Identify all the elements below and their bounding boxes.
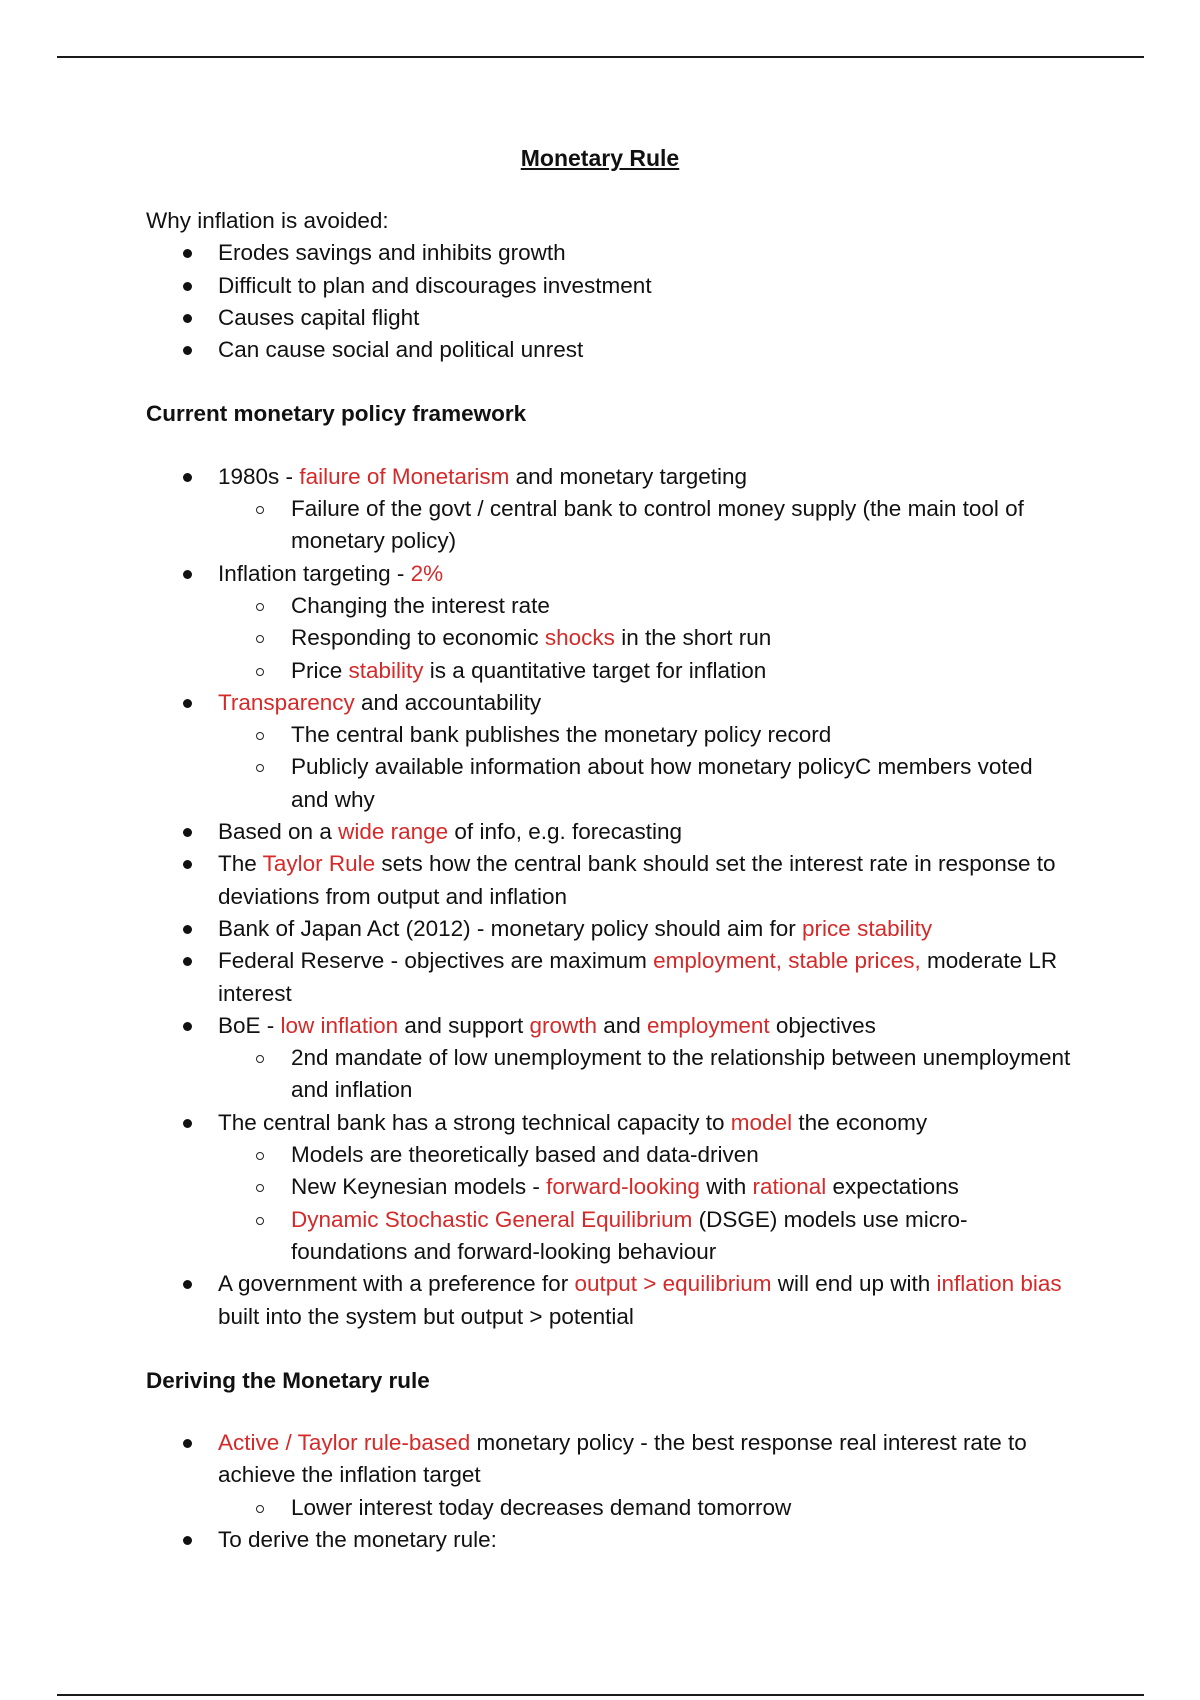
bullet-icon [183,1022,192,1031]
sub-list-item: New Keynesian models - forward-looking with rational expectations [146,1171,1076,1203]
list-item: Bank of Japan Act (2012) - monetary policy should aim for price stability [146,913,1076,945]
list-item: BoE - low inflation and support growth and employment objectives [146,1010,1076,1042]
sub-list-item: The central bank publishes the monetary policy record [146,719,1076,751]
bottom-rule [57,1694,1144,1696]
hollow-bullet-icon [256,635,264,643]
sub-list-item: Models are theoretically based and data-driven [146,1139,1076,1171]
hollow-bullet-icon [256,1152,264,1160]
hollow-bullet-icon [256,668,264,676]
bullet-icon [183,957,192,966]
bullet-icon [183,314,192,323]
framework-list [146,461,1076,1333]
list-item: A government with a preference for output > equilibrium will end up with inflation bias built into the system but output > potential [146,1268,1076,1333]
list-item: 1980s - failure of Monetarism and monetary targeting [146,461,1076,493]
sub-list-item: Responding to economic shocks in the short run [146,622,1076,654]
bullet-icon [183,699,192,708]
section-heading-framework: Current monetary policy framework [146,401,527,427]
sub-list-item: 2nd mandate of low unemployment to the relationship between unemployment and inflation [146,1042,1076,1107]
bullet-icon [183,249,192,258]
sub-list-item: Price stability is a quantitative target for inflation [146,655,1076,687]
hollow-bullet-icon [256,1184,264,1192]
bullet-icon [183,282,192,291]
list-item: The central bank has a strong technical capacity to model the economy [146,1107,1076,1139]
section-heading-deriving: Deriving the Monetary rule [146,1367,430,1393]
deriving-list [146,1427,1076,1556]
sub-list-item: Dynamic Stochastic General Equilibrium (DSGE) models use micro-foundations and forward-looking behaviour [146,1204,1076,1269]
sub-list-item: Failure of the govt / central bank to control money supply (the main tool of monetary policy) [146,493,1076,558]
list-item: Can cause social and political unrest [146,334,1076,366]
bullet-icon [183,1119,192,1128]
hollow-bullet-icon [256,764,264,772]
document-body [146,205,1076,1556]
sub-list-item: Publicly available information about how monetary policyC members voted and why [146,751,1076,816]
list-item: Causes capital flight [146,302,1076,334]
bullet-icon [183,570,192,579]
bullet-icon [183,1280,192,1289]
hollow-bullet-icon [256,603,264,611]
intro-line: Why inflation is avoided: [146,208,389,233]
page-title: Monetary Rule [520,145,680,171]
bullet-icon [183,828,192,837]
bullet-icon [183,1439,192,1448]
hollow-bullet-icon [256,1055,264,1063]
list-item: Transparency and accountability [146,687,1076,719]
list-item: Erodes savings and inhibits growth [146,237,1076,269]
hollow-bullet-icon [256,1505,264,1513]
list-item: The Taylor Rule sets how the central bank should set the interest rate in response to deviations from output and inflation [146,848,1076,913]
hollow-bullet-icon [256,506,264,514]
bullet-icon [183,473,192,482]
list-item: Federal Reserve - objectives are maximum employment, stable prices, moderate LR interest [146,945,1076,1010]
hollow-bullet-icon [256,1217,264,1225]
bullet-icon [183,860,192,869]
hollow-bullet-icon [256,732,264,740]
list-item: Based on a wide range of info, e.g. forecasting [146,816,1076,848]
top-rule [57,56,1144,58]
sub-list-item: Changing the interest rate [146,590,1076,622]
sub-list-item: Lower interest today decreases demand tomorrow [146,1492,1076,1524]
list-item: Active / Taylor rule-based monetary policy - the best response real interest rate to achieve the inflation target [146,1427,1076,1492]
bullet-icon [183,346,192,355]
bullet-icon [183,1536,192,1545]
list-item: Difficult to plan and discourages investment [146,270,1076,302]
inflation-reasons-list [146,237,1076,366]
list-item: Inflation targeting - 2% [146,558,1076,590]
bullet-icon [183,925,192,934]
list-item: To derive the monetary rule: [146,1524,1076,1556]
